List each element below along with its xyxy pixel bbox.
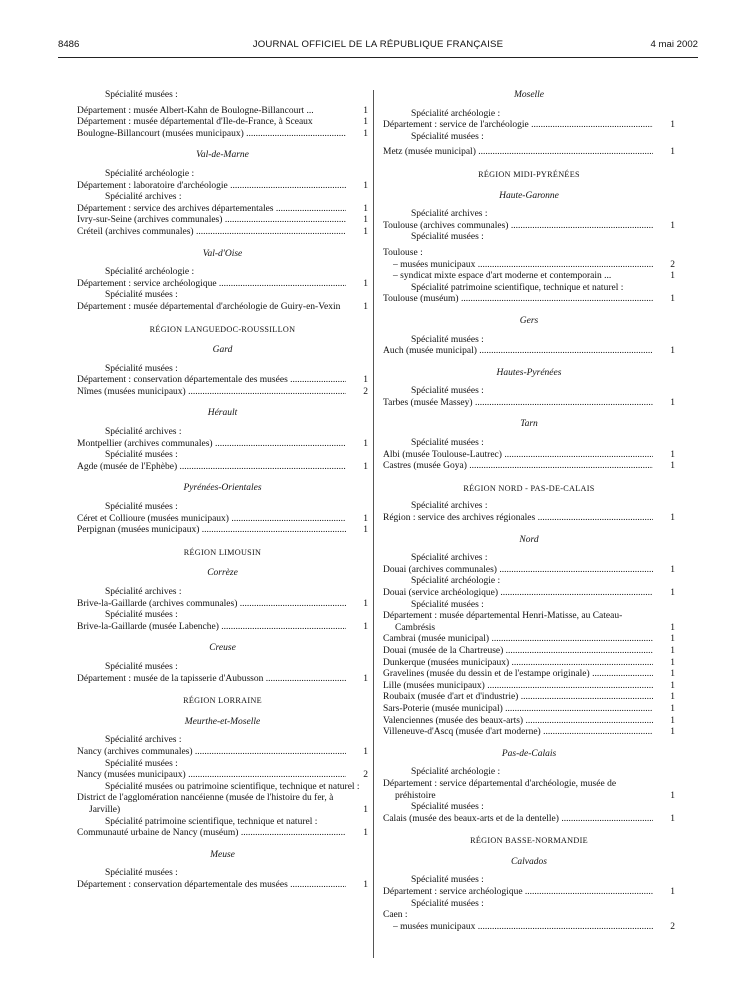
entry-label: Ivry-sur-Seine (archives communales) ..... [77,215,346,227]
entry-count: 1 [363,621,368,632]
specialty-heading: Spécialité musées : [105,363,178,374]
entry-label: Région : service des archives régionales ..... [383,513,653,525]
entry-row [77,227,368,239]
entry-label: District de l'agglomération nancéienne (musée de l'histoire du fer, à Jarville) [77,793,334,815]
entry-count: 1 [363,513,368,524]
entry-row [77,302,368,314]
specialty-heading: Spécialité musées : [411,898,484,909]
entry-row [77,439,368,451]
entry-row [383,461,675,473]
entry-count: 2 [363,386,368,397]
entry-label: Lille (musées municipaux) ..... [383,681,653,693]
city-label: Caen : [383,910,408,921]
region-heading: RÉGION LIMOUSIN [183,547,262,557]
entry-label: Roubaix (musée d'art et d'industrie) ..... [383,692,653,704]
entry-count: 1 [363,828,368,839]
entry-label: Céret et Collioure (musées municipaux) ..... [77,514,346,526]
entry-count: 1 [670,692,675,703]
entry-label: Créteil (archives communales) ..... [77,227,346,239]
entry-count: 1 [363,180,368,191]
specialty-heading: Spécialité archives : [411,209,488,220]
right-column [383,90,675,933]
left-column [77,90,368,891]
entry-row [383,634,675,646]
entry-count: 1 [363,673,368,684]
entry-label: Département : service des archives départementales ..... [77,204,346,216]
entry-label: Sars-Poterie (musée municipal) ..... [383,704,653,716]
department-heading: Gard [212,345,233,356]
entry-row [77,622,368,634]
specialty-heading: Spécialité musées : [411,386,484,397]
specialty-heading: Spécialité musées : [411,599,484,610]
entry-row [77,793,368,816]
entry-label: Brive-la-Gaillarde (archives communales) ..... [77,599,346,611]
department-heading: Meurthe-et-Moselle [184,716,261,727]
entry-row [77,514,368,526]
entry-count: 1 [363,215,368,226]
entry-row [383,260,675,272]
specialty-heading: Spécialité musées : [105,610,178,621]
department-heading: Tarn [520,419,538,430]
entry-row [383,681,675,693]
specialty-heading: Spécialité musées : [105,758,178,769]
entry-row [77,387,368,399]
entry-label: Département : service archéologique ..... [383,887,653,899]
entry-row [383,922,675,934]
region-heading: RÉGION MIDI-PYRÉNÉES [478,169,580,179]
specialty-heading: Spécialité archéologie : [411,108,501,119]
entry-row [383,294,675,306]
entry-count: 1 [670,588,675,598]
entry-label: Perpignan (musées municipaux) ..... [77,525,346,537]
department-heading: Nord [519,534,539,545]
entry-label: – musées municipaux ..... [393,260,653,272]
entry-count: 1 [670,715,675,726]
entry-count: 1 [670,294,675,305]
entry-count: 1 [670,887,675,898]
page-header [58,39,698,53]
specialty-heading: Spécialité musées : [411,232,484,243]
entry-label: Douai (musée de la Chartreuse) ..... [383,646,653,658]
specialty-heading: Spécialité musées : [105,90,178,100]
specialty-heading: Spécialité archéologie : [105,168,195,179]
department-heading: Corrèze [207,568,238,579]
entry-label: Département : service de l'archéologie ..... [383,120,653,132]
entry-label: – musées municipaux ..... [393,922,653,934]
entry-count: 1 [670,669,675,680]
entry-count: 1 [363,375,368,386]
entry-label: Département : musée Albert-Kahn de Boulogne-Billancourt ... [77,105,314,116]
entry-count: 1 [363,278,368,289]
entry-row [383,346,675,358]
entry-row [383,147,675,159]
page-number: 8486 [58,39,80,50]
specialty-heading: Spécialité archéologie : [105,267,195,278]
entry-count: 1 [363,598,368,609]
department-heading: Val-d'Oise [202,248,243,259]
entry-label: Département : service archéologique ..... [77,279,346,291]
entry-row [383,588,675,600]
entry-label: Département : musée départemental d'archéologie de Guiry-en-Vexin [77,301,341,312]
entry-count: 1 [363,804,368,815]
entry-row [383,658,675,670]
entry-count: 1 [670,397,675,408]
entry-count: 1 [363,203,368,214]
department-heading: Val-de-Marne [196,150,249,161]
entry-row [77,117,368,129]
entry-row [77,375,368,387]
entry-row [383,704,675,716]
entry-label: Brive-la-Gaillarde (musée Labenche) ..... [77,622,346,634]
entry-row [383,398,675,410]
entry-row [77,279,368,291]
specialty-heading: Spécialité archives : [105,192,182,203]
department-heading: Pyrénées-Orientales [183,483,262,494]
specialty-heading: Spécialité musées : [105,502,178,513]
entry-label: Auch (musée municipal) ..... [383,346,653,358]
entry-row [77,204,368,216]
entry-row [77,525,368,537]
specialty-heading: Spécialité musées : [105,290,178,301]
entry-count: 1 [363,128,368,139]
entry-label: Département : laboratoire d'archéologie ..... [77,181,346,193]
region-heading: RÉGION NORD - PAS-DE-CALAIS [463,483,595,493]
entry-label: Nîmes (musées municipaux) ..... [77,387,346,399]
entry-label: Département : musée départemental Henri-Matisse, au Cateau-Cambrésis [383,611,623,633]
department-heading: Meuse [210,849,235,860]
specialty-heading: Spécialité patrimoine scientifique, technique et naturel : [105,816,318,827]
entry-row [77,747,368,759]
entry-row [77,106,368,118]
entry-count: 2 [670,259,675,270]
entry-label: Calais (musée des beaux-arts et de la dentelle) ..... [383,814,653,826]
entry-label: Cambrai (musée municipal) ..... [383,634,653,646]
region-heading: RÉGION LANGUEDOC-ROUSSILLON [149,324,296,334]
entry-label: Département : musée de la tapisserie d'Aubusson ..... [77,674,346,686]
entry-label: Nancy (musées municipaux) ..... [77,770,346,782]
entry-row [77,462,368,474]
entry-count: 2 [670,921,675,932]
entry-row [77,770,368,782]
entry-count: 1 [670,634,675,645]
entry-count: 1 [670,449,675,460]
specialty-heading: Spécialité archives : [105,735,182,746]
entry-row [383,450,675,462]
entry-count: 1 [670,727,675,738]
header-rule [58,57,698,58]
entry-row [383,692,675,704]
entry-label: Douai (archives communales) ..... [383,565,653,577]
entry-row [383,669,675,681]
entry-count: 1 [670,120,675,131]
specialty-heading: Spécialité archives : [105,587,182,597]
entry-count: 1 [670,461,675,472]
entry-count: 1 [363,117,368,128]
specialty-heading: Spécialité musées : [411,131,484,142]
entry-row [383,887,675,899]
entry-row [77,181,368,193]
specialty-heading: Spécialité musées : [411,438,484,449]
specialty-heading: Spécialité patrimoine scientifique, technique et naturel : [411,282,624,293]
department-heading: Creuse [209,643,236,654]
specialty-heading: Spécialité musées : [105,868,178,879]
entry-count: 1 [363,105,368,116]
entry-label: Villeneuve-d'Ascq (musée d'art moderne) ..... [383,727,653,739]
column-divider [373,90,374,958]
entry-count: 1 [363,226,368,237]
specialty-heading: Spécialité archéologie : [411,576,501,587]
entry-label: Douai (service archéologique) ..... [383,588,653,600]
issue-date: 4 mai 2002 [650,39,698,50]
specialty-heading: Spécialité musées : [411,802,484,813]
entry-label: Tarbes (musée Massey) ..... [383,398,653,410]
entry-label: Metz (musée municipal) ..... [383,147,653,159]
entry-count: 1 [670,622,675,633]
journal-title: JOURNAL OFFICIEL DE LA RÉPUBLIQUE FRANÇAISE [252,39,504,50]
specialty-heading: Spécialité archives : [411,553,488,564]
entry-count: 1 [363,746,368,757]
entry-count: 1 [670,703,675,714]
entry-count: 1 [670,790,675,801]
entry-row [383,565,675,577]
entry-label: Albi (musée Toulouse-Lautrec) ..... [383,450,653,462]
entry-count: 1 [670,564,675,575]
entry-label: Nancy (archives communales) ..... [77,747,346,759]
specialty-heading: Spécialité musées : [105,661,178,672]
entry-label: Toulouse (muséum) ..... [383,294,653,306]
region-heading: RÉGION LORRAINE [183,696,262,706]
entry-label: Département : conservation départementale des musées ..... [77,375,346,387]
entry-count: 1 [670,147,675,158]
entry-label: Gravelines (musée du dessin et de l'estampe originale) ..... [383,669,653,681]
entry-label: Communauté urbaine de Nancy (muséum) ..... [77,828,346,840]
entry-row [383,727,675,739]
entry-label: Boulogne-Billancourt (musées municipaux) ..... [77,129,346,141]
specialty-heading: Spécialité archives : [105,427,182,438]
entry-label: Toulouse (archives communales) ..... [383,221,653,233]
entry-count: 1 [363,301,368,312]
entry-count: 1 [670,513,675,524]
entry-count: 1 [670,680,675,691]
specialty-heading: Spécialité musées : [105,450,178,461]
entry-row [77,129,368,141]
entry-row [383,716,675,728]
specialty-heading: Spécialité archéologie : [411,767,501,778]
entry-label: Agde (musée de l'Ephèbe) ..... [77,462,346,474]
entry-label: – syndicat mixte espace d'art moderne et contemporain ... [393,271,612,282]
entry-row [383,611,675,634]
entry-count: 1 [670,657,675,668]
department-heading: Gers [519,315,539,326]
entry-label: Montpellier (archives communales) ..... [77,439,346,451]
entry-count: 1 [363,879,368,890]
entry-label: Département : service départemental d'archéologie, musée de préhistoire [383,778,617,801]
specialty-heading: Spécialité musées ou patrimoine scientifique, technique et naturel : [105,781,360,792]
entry-label: Dunkerque (musées municipaux) ..... [383,658,653,670]
entry-row [383,513,675,525]
entry-count: 1 [670,645,675,656]
specialty-heading: Spécialité musées : [411,334,484,345]
entry-row [77,215,368,227]
entry-row [383,646,675,658]
entry-count: 1 [363,525,368,536]
entry-count: 2 [363,770,368,781]
entry-row [383,221,675,233]
entry-label: Valenciennes (musée des beaux-arts) ..... [383,716,653,728]
department-heading: Moselle [513,90,545,100]
entry-count: 1 [670,346,675,357]
department-heading: Calvados [511,856,547,867]
entry-count: 1 [670,220,675,231]
entry-label: Département : conservation départementale des musées ..... [77,880,346,892]
region-heading: RÉGION BASSE-NORMANDIE [470,836,588,846]
entry-label: Castres (musée Goya) ..... [383,461,653,473]
entry-row [77,828,368,840]
entry-row [383,120,675,132]
entry-label: Département : musée départemental d'Ile-de-France, à Sceaux [77,117,313,128]
entry-count: 1 [670,271,675,282]
entry-row [77,599,368,611]
entry-row [383,779,675,802]
department-heading: Hautes-Pyrénées [496,367,562,378]
entry-count: 1 [670,813,675,824]
entry-count: 1 [363,438,368,449]
specialty-heading: Spécialité archives : [411,501,488,512]
department-heading: Hérault [207,408,238,419]
entry-row [383,814,675,826]
city-label: Toulouse : [383,247,423,258]
specialty-heading: Spécialité musées : [411,875,484,886]
entry-count: 1 [363,461,368,472]
department-heading: Haute-Garonne [499,190,559,201]
entry-row [77,880,368,892]
entry-row [77,674,368,686]
entry-row [383,271,675,283]
department-heading: Pas-de-Calais [501,748,557,759]
